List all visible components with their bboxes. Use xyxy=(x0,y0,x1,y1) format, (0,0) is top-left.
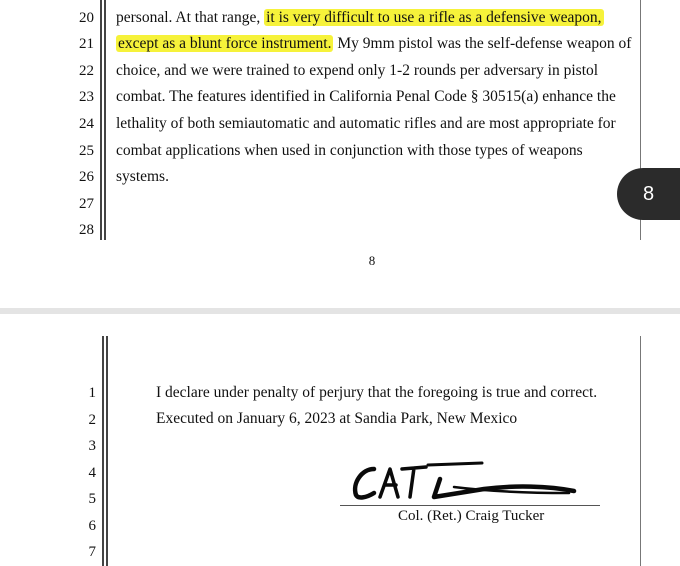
body-text-line xyxy=(116,34,631,54)
signature-stroke xyxy=(428,463,482,465)
signature-stroke xyxy=(402,467,426,497)
line-number: 6 xyxy=(88,518,96,534)
line-number: 3 xyxy=(88,438,96,454)
highlighted-text[interactable]: it is very difficult to use a rifle as a defensive weapon, xyxy=(266,9,602,26)
line-number: 5 xyxy=(88,491,96,507)
line-number: 21 xyxy=(79,36,94,52)
body-text-line: choice, and we were trained to expend only 1-2 rounds per adversary in pistol xyxy=(116,62,599,79)
line-number: 22 xyxy=(79,63,94,79)
body-text-line xyxy=(116,8,604,28)
page-indicator-badge[interactable] xyxy=(617,168,680,220)
line-number: 26 xyxy=(79,169,94,185)
line-number-rule-left xyxy=(102,336,104,566)
signature-image xyxy=(344,455,580,503)
line-number-rule-right xyxy=(104,0,106,240)
body-text-line: combat. The features identified in California Penal Code § 30515(a) enhance the xyxy=(116,88,616,105)
text-run: My 9mm pistol was the self-defense weapon of xyxy=(333,35,632,52)
highlighted-text[interactable]: except as a blunt force instrument. xyxy=(118,35,332,52)
signer-name: Col. (Ret.) Craig Tucker xyxy=(398,508,545,524)
line-number: 24 xyxy=(79,116,94,132)
line-number-rule-right xyxy=(106,336,108,566)
line-number: 2 xyxy=(88,412,96,428)
document-page-9 xyxy=(0,314,680,566)
signature-stroke xyxy=(380,469,398,497)
line-number: 20 xyxy=(79,10,94,26)
line-number: 23 xyxy=(79,89,94,105)
body-text-line: combat applications when used in conjunction with those types of weapons xyxy=(116,142,583,159)
signature-stroke xyxy=(355,469,374,497)
page-number: 8 xyxy=(368,253,376,268)
line-number: 4 xyxy=(88,465,96,481)
page-indicator-number: 8 xyxy=(642,182,655,205)
line-number-rule-left xyxy=(100,0,102,240)
line-number: 27 xyxy=(79,196,94,212)
line-number: 25 xyxy=(79,143,94,159)
body-text-line: systems. xyxy=(116,168,169,185)
line-number: 7 xyxy=(88,544,96,560)
signature-line xyxy=(340,505,600,506)
body-text-line: lethality of both semiautomatic and automatic rifles and are most appropriate for xyxy=(116,115,616,132)
page-right-margin-rule xyxy=(640,336,641,566)
declaration-text-line: Executed on January 6, 2023 at Sandia Park, New Mexico xyxy=(156,410,518,427)
text-run: personal. At that range, xyxy=(116,9,265,26)
line-number: 28 xyxy=(79,222,94,238)
declaration-text-line: I declare under penalty of perjury that the foregoing is true and correct. xyxy=(156,384,598,401)
line-number: 1 xyxy=(88,385,96,401)
